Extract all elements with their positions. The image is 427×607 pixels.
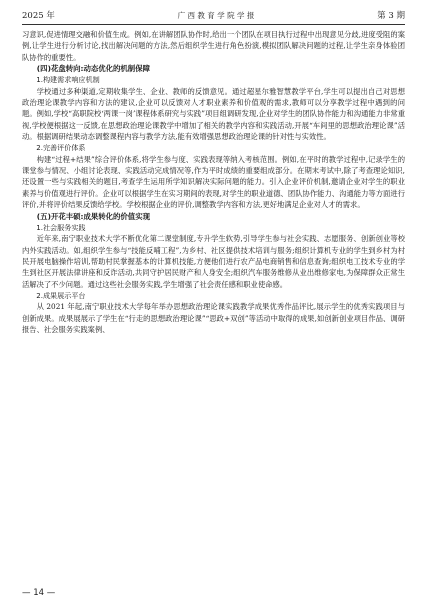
header-year: 2025 年 <box>22 11 55 21</box>
article-body <box>22 29 405 335</box>
paragraph: 从 2021 年起,南宁职业技术大学每年举办思想政治理论课实践教学成果优秀作品评比,展示学生的优秀实践项目与创新成果。成果展展示了学生在“行走的思想政治理论课”“思政+双创”等活动中取得的成果,如创新创业项目作品、调研报告、社会服务实践案例、 <box>22 302 405 334</box>
section-heading: (四)花盘转向:动态优化的机制保障 <box>36 64 150 74</box>
paragraph: 构建“过程+结果”综合评价体系,将学生参与度、实践表现等纳入考核范围。例如,在平时的教学过程中,记录学生的课堂参与情况、小组讨论表现、实践活动完成情况等,作为平时成绩的重要组成部分。在期末考试中,除了考查理论知识,还设置一些与实践相关的题目,考查学生运用所学知识解决实际问题的能力。引入企业评价机制,邀请企业对学生的职业素养与价值观进行评价。企业可以根据学生在实习期间的表现,对学生的职业道德、团队协作能力、沟通能力等方面进行评价,并将评价结果反馈给学校。学校根据企业的评价,调整教学内容和方法,更好地满足企业对人才的需求。 <box>22 154 405 210</box>
paragraph: 近年来,南宁职业技术大学不断优化第二课堂制度,专升学生软势,引导学生参与社会实践、志愿服务、创新创业等校内外实践活动。如,组织学生参与“技能反哺工程”,为乡村、社区提供技术培训与服务;组织计算机专业的学生到乡村为村民开展电脑操作培训,帮助村民掌握基本的计算机技能,方便他们进行农产品电商销售和信息查询;组织电工技术专业的学生到社区开展法律讲座和反诈活动,共同守护居民财产和人身安全;组织汽车服务维修从业出维修家电,为保障群众正常生活解决了不少问题。通过这些社会服务实践,学生增强了社会责任感和职业使命感。 <box>22 234 405 289</box>
page-number: — 14 — <box>22 588 56 598</box>
subsection-heading: 1.社会服务实践 <box>36 222 86 232</box>
header-rule <box>22 24 405 25</box>
section-heading: (五)开花丰硕:成果转化的价值实现 <box>36 211 150 221</box>
subsection-heading: 2.完善评价体系 <box>36 143 86 153</box>
subsection-heading: 2.成果展示平台 <box>36 290 86 300</box>
paragraph: 习意识,促进情理交融和价值生成。例如,在讲解团队协作时,给出一个团队在项目执行过程中出现意见分歧,进度受阻的案例,让学生进行分析讨论,找出解决问题的方法,然后组织学生进行角色扮演,模拟团队解决问题的过程,让学生亲身体验团队协作的重要性。 <box>22 30 405 62</box>
subsection-heading: 1.构建需求响应机制 <box>36 75 100 85</box>
running-header <box>22 8 405 22</box>
header-issue: 第 3 期 <box>377 11 405 21</box>
paragraph: 学校通过多种渠道,定期收集学生、企业、教师的反馈意见。通过超星尔雅智慧教学平台,学生可以提出自己对思想政治理论课教学内容和方法的建议,企业可以反馈对人才职业素养和价值观的需求,教师可以分享教学过程中遇到的问题。例如,学校“高职院校‘两课一岗’课程体系研究与实践”项目组调研发现,企业对学生的团队协作能力和沟通能力非常重视,学校便根据这一反馈,在思想政治理论课教学中增加了相关的教学内容和实践活动,开展“车间里的思想政治理论课”活动。根据调研结果动态调整课程内容与教学方法,能有效增强思想政治理论课的针对性与实效性。 <box>22 86 405 142</box>
header-journal-title: 广 西 教 育 学 院 学 报 <box>177 10 255 20</box>
